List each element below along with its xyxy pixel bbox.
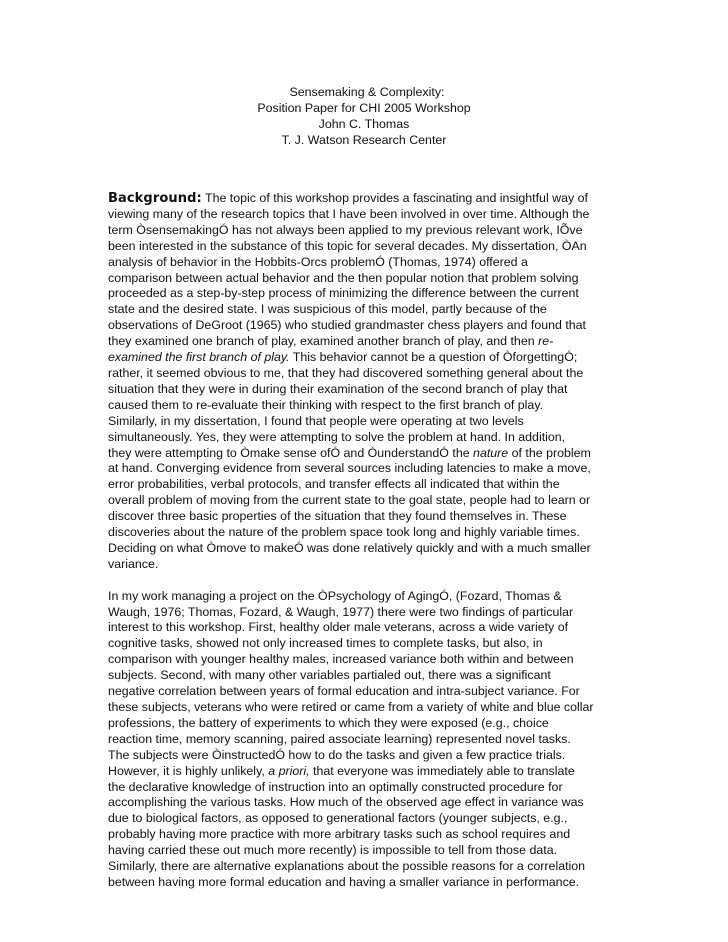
text-span: The topic of this workshop provides a fascinating and insightful way of	[201, 191, 588, 205]
text-line: been interested in the substance of this topic for several decades. My dissertation, ÒAn	[108, 238, 587, 253]
text-line	[108, 191, 628, 207]
text-line: reaction time, memory scanning, paired associate learning) represented novel tasks.	[108, 731, 571, 746]
text-span: However, it is highly unlikely,	[108, 763, 269, 778]
text-line: probably having more practice with more arbitrary tasks such as school requires and	[108, 827, 571, 842]
text-span: of the problem	[508, 445, 591, 460]
text-line	[108, 446, 628, 462]
text-line: having carried these out much more recently) is impossible to tell from those data.	[108, 843, 558, 858]
text-line: state and the desired state. I was suspicious of this model, partly because of the	[108, 302, 547, 317]
text-line	[108, 764, 628, 780]
author-affiliation: T. J. Watson Research Center	[281, 133, 447, 147]
author-name: John C. Thomas	[318, 117, 410, 131]
text-line: proceeded as a step-by-step process of minimizing the difference between the current	[108, 286, 579, 301]
text-line: negative correlation between years of formal education and intra-subject variance. For	[108, 684, 580, 699]
italic-span: re-	[538, 334, 554, 349]
text-line: between having more formal education and having a smaller variance in performance.	[108, 874, 580, 889]
text-line: variance.	[108, 556, 159, 571]
text-line: The subjects were ÒinstructedÓ how to do the tasks and given a few practice trials.	[108, 747, 566, 762]
text-line: discoveries about the nature of the problem space took long and highly variable times.	[108, 525, 580, 540]
section-heading-background: Background:	[108, 191, 202, 206]
text-line: Similarly, in my dissertation, I found that people were operating at two levels	[108, 413, 524, 428]
text-span: they were attempting to Òmake sense ofÓ and ÒunderstandÓ the	[108, 445, 474, 460]
italic-span: nature	[473, 445, 509, 460]
text-span: they examined one branch of play, examined another branch of play, and then	[108, 334, 539, 349]
text-line	[108, 334, 628, 350]
text-line: comparison between actual behavior and the then popular notion that problem solving	[108, 270, 579, 285]
text-line: viewing many of the research topics that I have been involved in over time. Although the	[108, 206, 590, 221]
text-line: accomplishing the various tasks. How much of the observed age effect in variance was	[108, 795, 584, 810]
text-line: Similarly, there are alternative explanations about the possible reasons for a correlation	[108, 859, 586, 874]
text-line: subjects. Second, with many other variables partialed out, there was a significant	[108, 668, 551, 683]
text-span: This behavior cannot be a question of ÒforgettingÓ;	[289, 350, 578, 365]
italic-span: examined the first branch of play.	[108, 350, 290, 365]
text-line: analysis of behavior in the Hobbits-Orcs problemÓ (Thomas, 1974) offered a	[108, 254, 528, 269]
text-line: interest to this workshop. First, healthy older male veterans, across a wide variety of	[108, 620, 569, 635]
text-line: overall problem of moving from the current state to the goal state, people had to learn or	[108, 493, 591, 508]
text-line: term ÒsensemakingÓ has not always been applied to my previous relevant work, IÕve	[108, 222, 583, 237]
text-line: simultaneously. Yes, they were attempting to solve the problem at hand. In addition,	[108, 429, 566, 444]
text-line: caused them to re-evaluate their thinking with respect to the first branch of play.	[108, 397, 544, 412]
paper-body	[108, 191, 628, 907]
text-line: comparison with younger healthy males, increased variance both within and between	[108, 652, 574, 667]
text-line: due to biological factors, as opposed to generational factors (younger subjects, e.g.,	[108, 811, 568, 826]
text-line: error probabilities, verbal protocols, and transfer effects all indicated that within the	[108, 477, 560, 492]
text-line: cognitive tasks, showed not only increased times to complete tasks, but also, in	[108, 636, 543, 651]
paper-title: Sensemaking & Complexity:	[289, 85, 445, 99]
text-line: situation that they were in during their examination of the second branch of play that	[108, 381, 568, 396]
background-paragraph	[108, 191, 628, 573]
text-span: that everyone was immediately able to translate	[309, 763, 575, 778]
text-line: In my work managing a project on the ÒPsychology of AgingÓ, (Fozard, Thomas &	[108, 588, 562, 603]
text-line: observations of DeGroot (1965) who studied grandmaster chess players and found that	[108, 318, 587, 333]
text-line: at hand. Converging evidence from several sources including latencies to make a move,	[108, 461, 591, 476]
text-line: Deciding on what Òmove to makeÓ was done relatively quickly and with a much smaller	[108, 540, 591, 555]
text-line: these subjects, veterans who were retired or came from a variety of white and blue collar	[108, 699, 594, 714]
aging-paragraph	[108, 589, 628, 891]
text-line: professions, the battery of experiments to which they were exposed (e.g., choice	[108, 715, 549, 730]
text-line	[108, 350, 628, 366]
text-line: Waugh, 1976; Thomas, Fozard, & Waugh, 1977) there were two findings of particular	[108, 604, 574, 619]
text-line: discover three basic properties of the situation that they found themselves in. These	[108, 509, 567, 524]
paper-header	[0, 84, 728, 148]
text-line: the declarative knowledge of instruction into an optimally constructed procedure for	[108, 779, 563, 794]
paper-subtitle: Position Paper for CHI 2005 Workshop	[257, 101, 471, 115]
italic-span: a priori,	[268, 763, 310, 778]
text-line: rather, it seemed obvious to me, that they had discovered something general about the	[108, 365, 584, 380]
